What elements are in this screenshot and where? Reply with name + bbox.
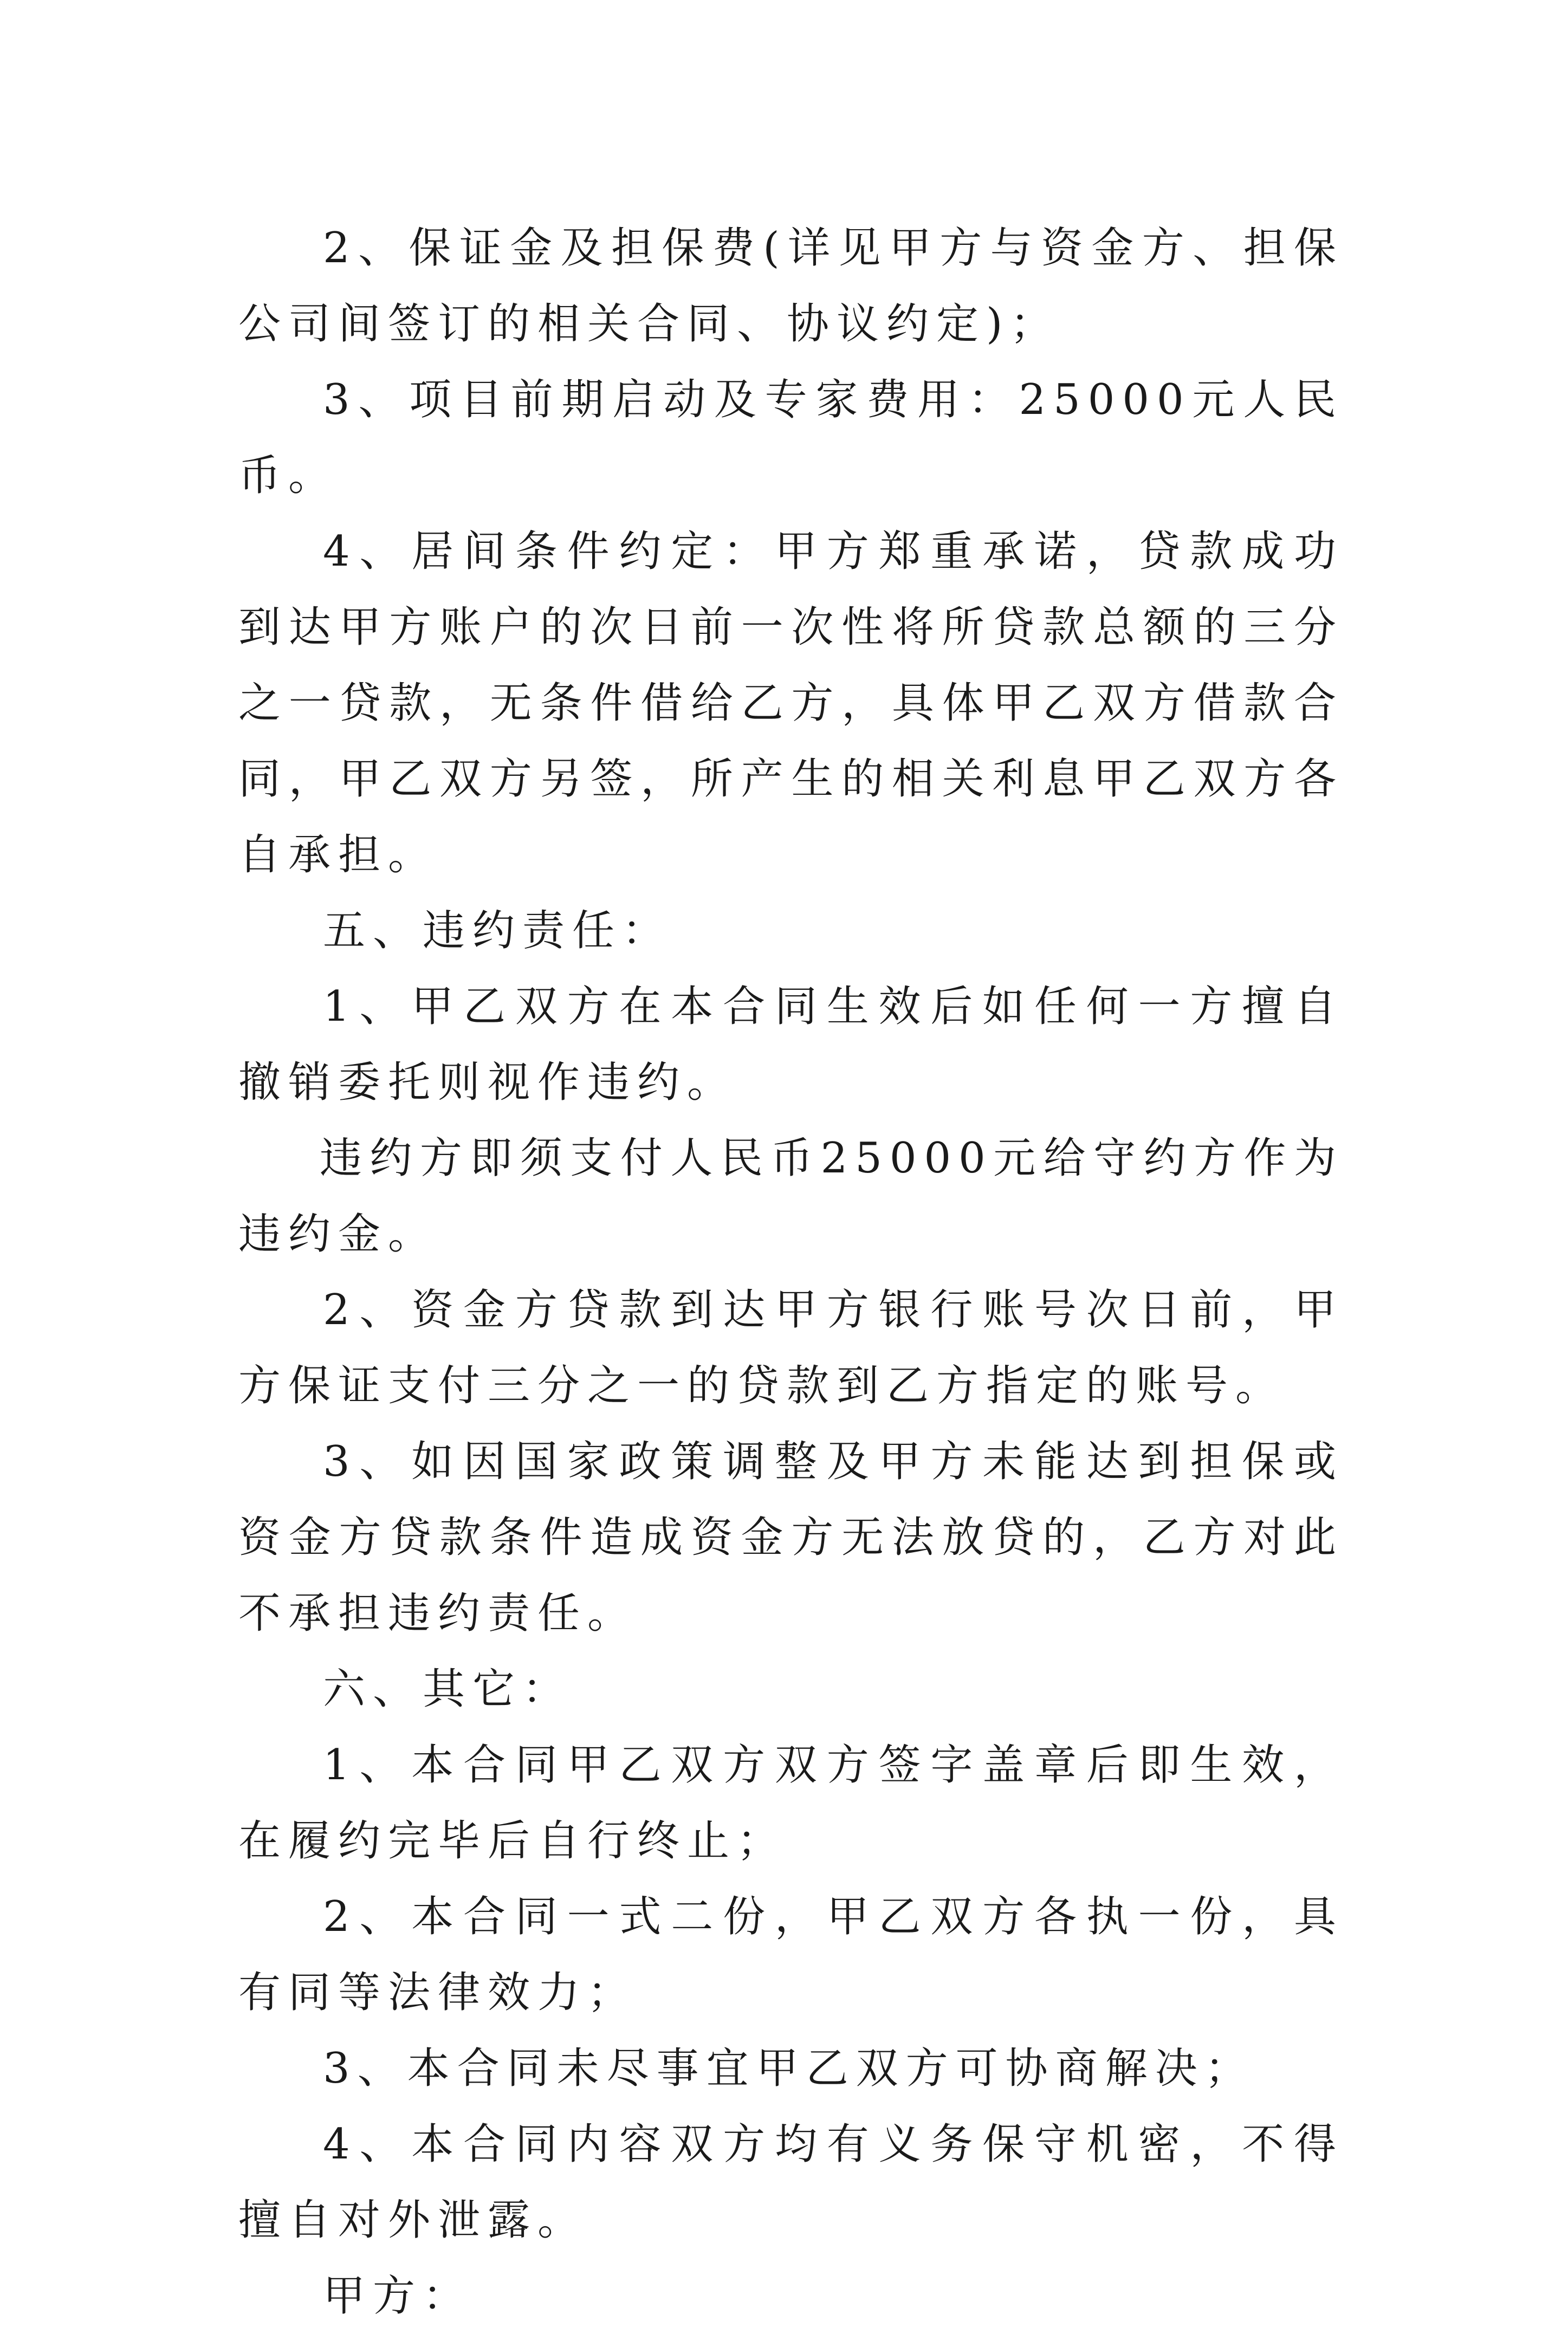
section-heading-breach: 五、违约责任： — [323, 906, 672, 955]
clause-4-2-deposit: 2、保证金及担保费(详见甲方与资金方、担保公司间签订的相关合同、协议约定)； — [238, 224, 1344, 348]
clause-4-3-startup-fee: 3、项目前期启动及专家费用：25000元人民币。 — [238, 375, 1344, 500]
clause-6-1-effectiveness: 1、本合同甲乙双方双方签字盖章后即生效，在履约完毕后自行终止； — [238, 1741, 1344, 1865]
section-heading-other: 六、其它： — [323, 1665, 573, 1714]
clause-5-2-payment: 2、资金方贷款到达甲方银行账号次日前，甲方保证支付三分之一的贷款到乙方指定的账号。 — [238, 1286, 1344, 1410]
clause-5-3-exemption: 3、如因国家政策调整及甲方未能达到担保或资金方贷款条件造成资金方无法放贷的，乙方对此不承担违约责任。 — [238, 1437, 1344, 1638]
clause-6-4-confidentiality: 4、本合同内容双方均有义务保守机密，不得擅自对外泄露。 — [238, 2120, 1344, 2245]
document-body — [238, 210, 1344, 2334]
clause-5-1-penalty: 违约方即须支付人民币25000元给守约方作为违约金。 — [238, 1134, 1344, 1259]
clause-4-4-brokerage-conditions: 4、居间条件约定：甲方郑重承诺，贷款成功到达甲方账户的次日前一次性将所贷款总额的三分之一贷款，无条件借给乙方，具体甲乙双方借款合同，甲乙双方另签，所产生的相关利息甲乙双方各自承担。 — [238, 527, 1344, 879]
party-a-signature-label: 甲方： — [323, 2272, 473, 2320]
clause-5-1-revocation: 1、甲乙双方在本合同生效后如任何一方擅自撤销委托则视作违约。 — [238, 982, 1344, 1107]
clause-6-2-copies: 2、本合同一式二份，甲乙双方各执一份，具有同等法律效力； — [238, 1892, 1344, 2017]
clause-6-3-negotiation: 3、本合同未尽事宜甲乙双方可协商解决； — [323, 2044, 1255, 2093]
